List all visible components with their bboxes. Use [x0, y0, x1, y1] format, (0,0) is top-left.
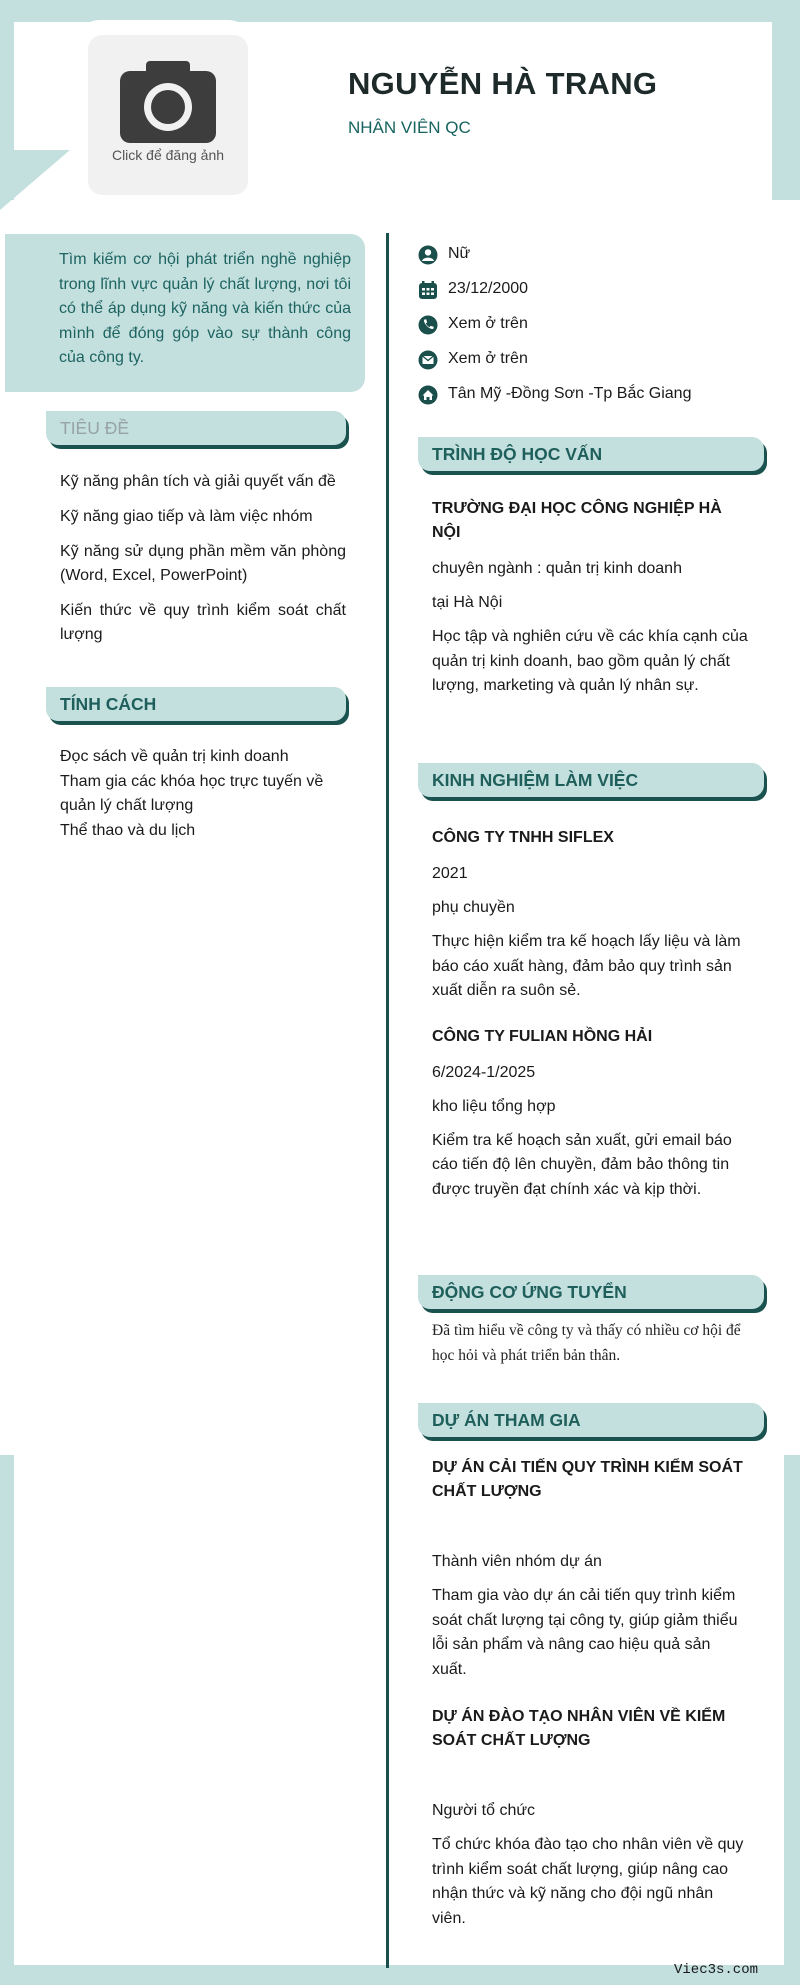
project-role[interactable]: Thành viên nhóm dự án — [432, 1553, 602, 1570]
work-description[interactable]: Thực hiện kiểm tra kế hoạch lấy liệu và làm báo cáo xuất hàng, đảm bảo quy trình sản xuất diễn ra suôn sẻ. — [432, 933, 741, 999]
motivation-section-header[interactable] — [418, 1275, 764, 1309]
list-item[interactable]: Kiến thức về quy trình kiểm soát chất lượng — [60, 602, 346, 643]
birthday-text[interactable]: 23/12/2000 — [448, 280, 529, 297]
list-item[interactable]: Tham gia các khóa học trực tuyến về quản lý chất lượng — [60, 773, 324, 814]
candidate-name[interactable]: NGUYỄN HÀ TRANG — [348, 66, 658, 101]
projects-block — [432, 1456, 748, 1931]
skills-list — [60, 470, 346, 658]
contact-phone — [418, 313, 758, 339]
personality-title[interactable]: TÍNH CÁCH — [60, 694, 157, 714]
work-time[interactable]: 2021 — [432, 865, 468, 882]
projects-section-header[interactable] — [418, 1403, 764, 1437]
phone-text[interactable]: Xem ở trên — [448, 315, 528, 332]
project-description[interactable]: Tham gia vào dự án cải tiến quy trình kiểm soát chất lượng tại công ty, giúp giảm thiểu lỗi sản phẩm và nâng cao hiệu quả sản xuất. — [432, 1587, 738, 1678]
contact-email — [418, 348, 758, 374]
list-item[interactable]: Kỹ năng giao tiếp và làm việc nhóm — [60, 508, 313, 525]
major[interactable]: chuyên ngành : quản trị kinh doanh — [432, 560, 682, 577]
company-name[interactable]: CÔNG TY FULIAN HỒNG HẢI — [432, 1027, 653, 1045]
experience-block — [432, 826, 748, 1202]
education-block — [432, 497, 748, 699]
motivation-title[interactable]: ĐỘNG CƠ ỨNG TUYỂN — [432, 1282, 627, 1302]
home-icon — [418, 385, 438, 405]
job-position[interactable]: NHÂN VIÊN QC — [348, 118, 471, 137]
study-location[interactable]: tại Hà Nội — [432, 594, 503, 611]
school-name[interactable]: TRƯỜNG ĐẠI HỌC CÔNG NGHIỆP HÀ NỘI — [432, 500, 722, 541]
objective-box — [5, 234, 365, 392]
project-role[interactable]: Người tổ chức — [432, 1802, 536, 1819]
email-text[interactable]: Xem ở trên — [448, 350, 528, 367]
camera-icon — [120, 59, 216, 143]
avatar-upload[interactable] — [88, 35, 248, 195]
motivation-text[interactable]: Đã tìm hiểu về công ty và thấy có nhiều cơ hội để học hỏi và phát triển bản thân. — [432, 1322, 741, 1364]
personality-section-header[interactable] — [46, 687, 346, 721]
contact-address — [418, 383, 758, 409]
experience-title[interactable]: KINH NGHIỆM LÀM VIỆC — [432, 770, 639, 790]
list-item[interactable]: Kỹ năng phân tích và giải quyết vấn đề — [60, 473, 336, 490]
watermark-link[interactable]: Viec3s.com — [674, 1962, 759, 1978]
work-role[interactable]: kho liệu tổng hợp — [432, 1097, 556, 1115]
list-item[interactable]: Kỹ năng sử dụng phần mềm văn phòng (Word, Excel, PowerPoint) — [60, 543, 346, 584]
company-name[interactable]: CÔNG TY TNHH SIFLEX — [432, 829, 614, 846]
motivation-block — [432, 1318, 748, 1368]
email-icon — [418, 350, 438, 370]
work-description[interactable]: Kiểm tra kế hoạch sản xuất, gửi email báo cáo tiến độ lên chuyền, đảm bảo thông tin được truyền đạt chính xác và kịp thời. — [432, 1131, 732, 1198]
project-description[interactable]: Tổ chức khóa đào tạo cho nhân viên về quy trình kiểm soát chất lượng, giúp nâng cao nhận thức và kỹ năng cho đội ngũ nhân viên. — [432, 1836, 744, 1927]
photo-caption[interactable]: Click để đăng ảnh — [111, 147, 225, 163]
project-name[interactable]: DỰ ÁN CẢI TIẾN QUY TRÌNH KIỂM SOÁT CHẤT LƯỢNG — [432, 1459, 743, 1500]
project-name[interactable]: DỰ ÁN ĐÀO TẠO NHÂN VIÊN VỀ KIỂM SOÁT CHẤT LƯỢNG — [432, 1708, 726, 1749]
list-item[interactable]: Đọc sách về quản trị kinh doanh — [60, 748, 289, 765]
contact-gender — [418, 243, 758, 269]
work-role[interactable]: phụ chuyền — [432, 899, 515, 916]
calendar-icon — [418, 280, 438, 300]
gender-text[interactable]: Nữ — [448, 245, 471, 262]
contact-birthday — [418, 278, 758, 304]
education-description[interactable]: Học tập và nghiên cứu về các khía cạnh của quản trị kinh doanh, bao gồm quản lý chất lượng, marketing và quản lý nhân sự. — [432, 628, 748, 694]
skills-title[interactable]: TIÊU ĐỀ — [60, 418, 130, 438]
work-time[interactable]: 6/2024-1/2025 — [432, 1063, 536, 1081]
experience-section-header[interactable] — [418, 763, 764, 797]
education-title[interactable]: TRÌNH ĐỘ HỌC VẤN — [432, 444, 603, 464]
objective-text[interactable]: Tìm kiếm cơ hội phát triển nghề nghiệp trong lĩnh vực quản lý chất lượng, nơi tôi có thể áp dụng kỹ năng và kiến thức của mình để đóng góp vào sự thành công của công ty. — [59, 251, 351, 366]
list-item[interactable]: Thể thao và du lịch — [60, 822, 196, 839]
column-divider — [386, 233, 389, 1968]
skills-section-header[interactable] — [46, 411, 346, 445]
gender-icon — [418, 245, 438, 265]
address-text[interactable]: Tân Mỹ -Đồng Sơn -Tp Bắc Giang — [448, 385, 692, 402]
education-section-header[interactable] — [418, 437, 764, 471]
phone-icon — [418, 315, 438, 335]
projects-title[interactable]: DỰ ÁN THAM GIA — [432, 1410, 581, 1430]
personality-list — [60, 745, 346, 844]
